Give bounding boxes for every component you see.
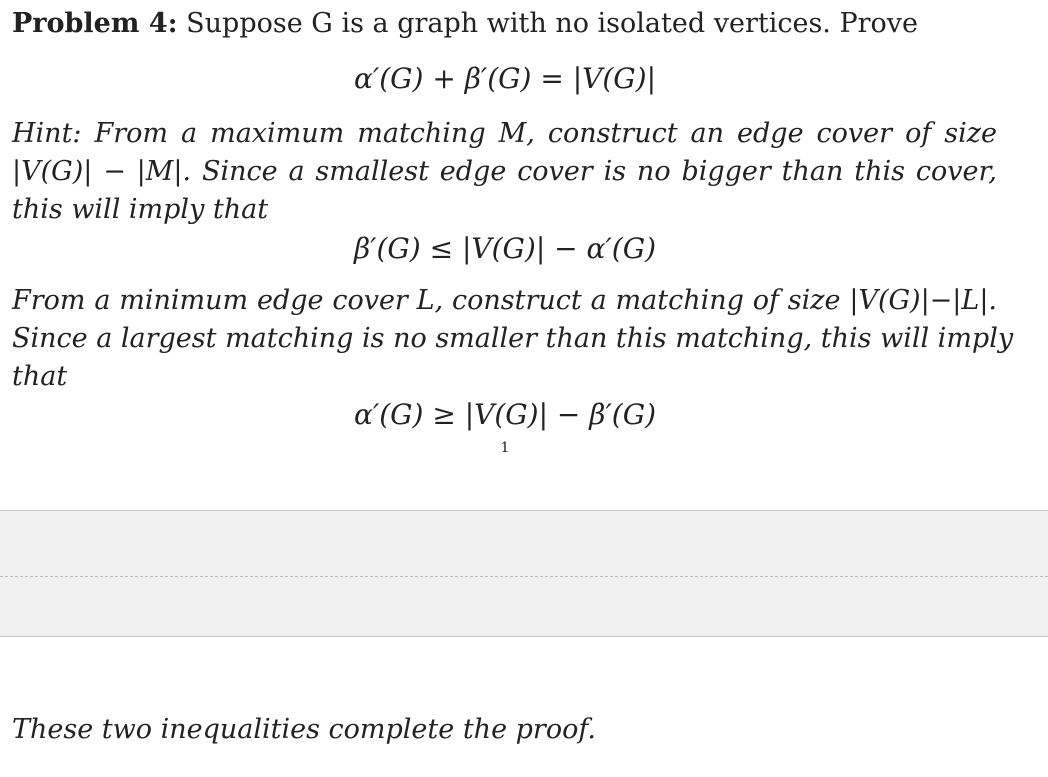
problem-statement: Suppose G is a graph with no isolated vertices. Prove: [186, 8, 919, 39]
problem-heading: [12, 8, 918, 40]
page-break-top: [0, 510, 1048, 577]
hint-line-5: Since a largest matching is no smaller than this matching, this will imply: [12, 323, 1014, 354]
main-equation: α′(G) + β′(G) = |V(G)|: [353, 62, 657, 95]
inequality-1: β′(G) ≤ |V(G)| − α′(G): [353, 232, 657, 265]
hint-line-4: From a minimum edge cover L, construct a matching of size |V(G)|−|L|.: [12, 285, 997, 316]
hint-line-3: this will imply that: [12, 194, 269, 225]
page-break-bottom: [0, 577, 1048, 637]
page-number: 1: [500, 440, 510, 456]
inequality-2: α′(G) ≥ |V(G)| − β′(G): [353, 398, 657, 431]
hint-line-6: that: [12, 361, 68, 392]
hint-line-1: Hint: From a maximum matching M, construct an edge cover of size: [12, 118, 997, 149]
hint-line-2: |V(G)| − |M|. Since a smallest edge cover is no bigger than this cover,: [12, 156, 997, 187]
conclusion-text: These two inequalities complete the proof.: [12, 714, 596, 745]
problem-label: Problem 4:: [12, 8, 178, 39]
